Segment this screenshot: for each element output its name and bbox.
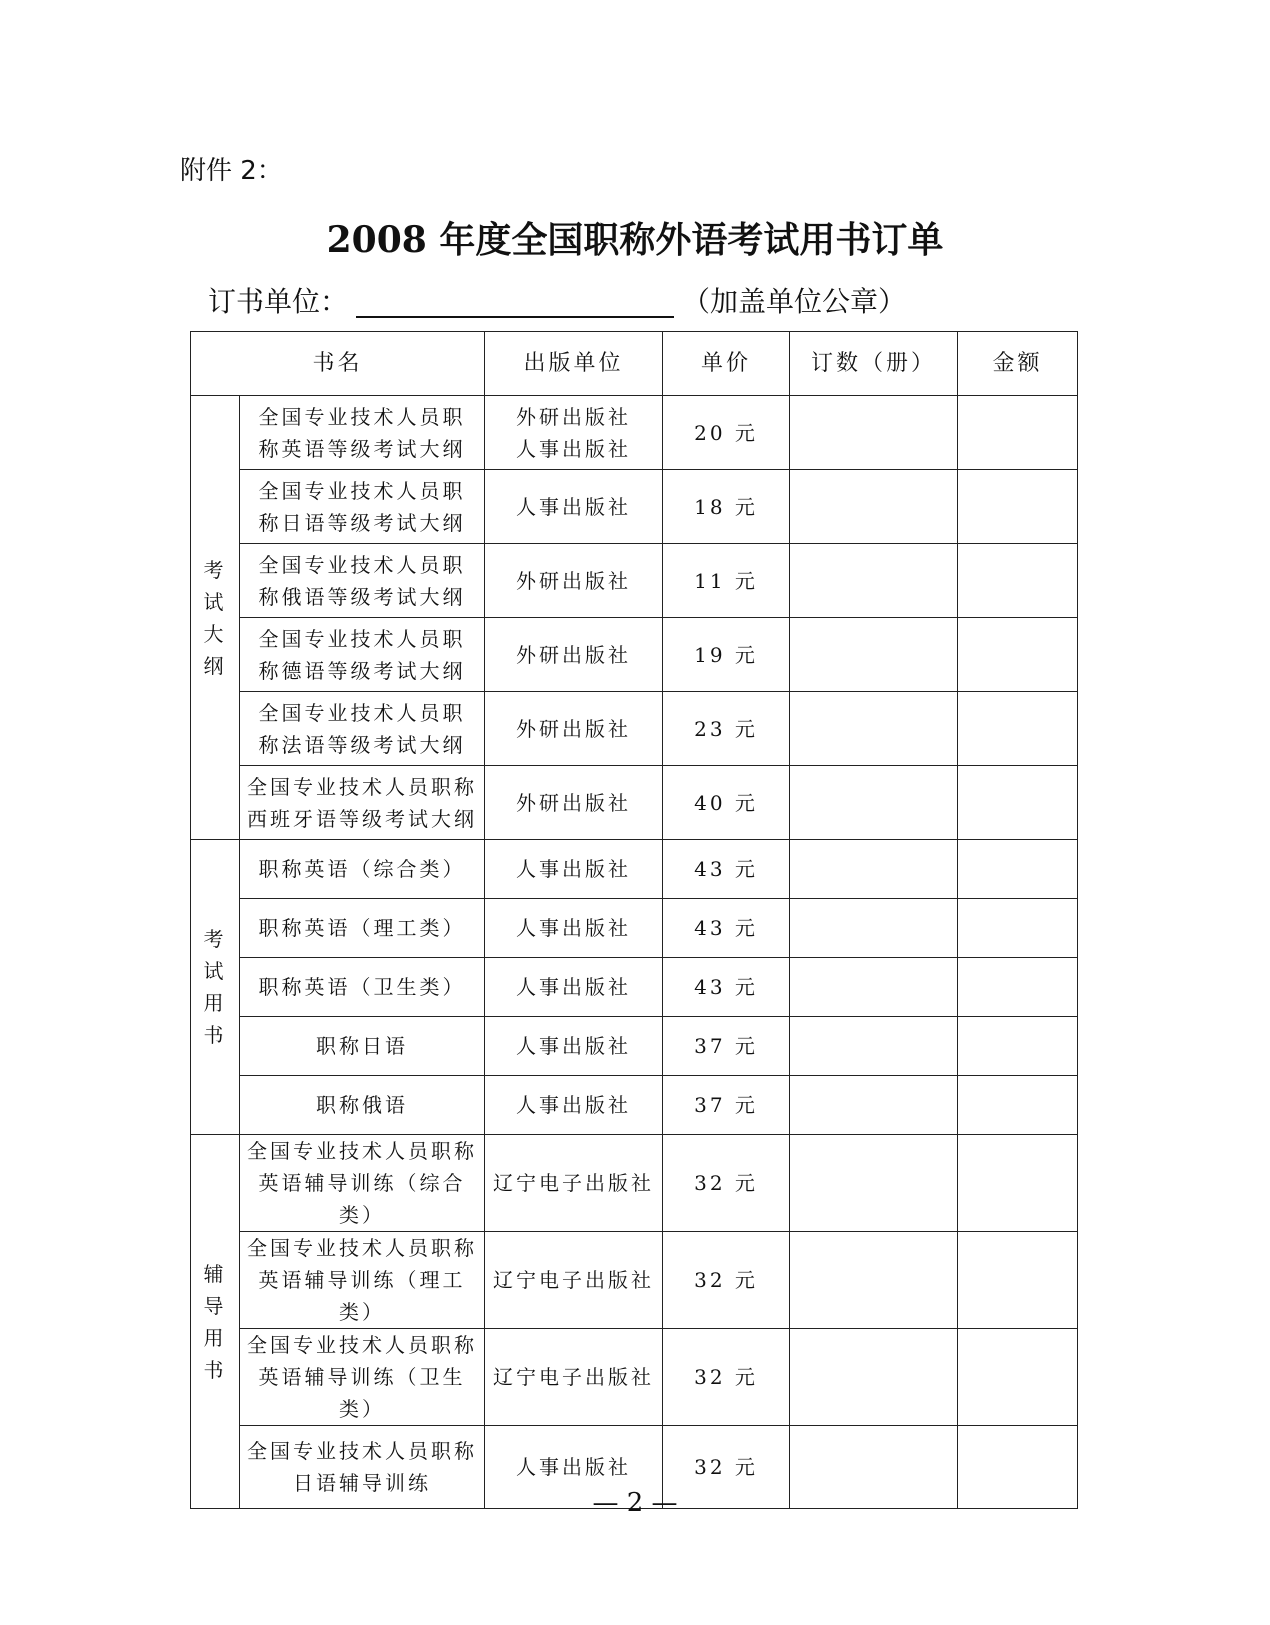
header-price: 单价 (663, 332, 790, 396)
price-cell: 32 元 (663, 1329, 790, 1426)
price-cell: 19 元 (663, 618, 790, 692)
amount-cell[interactable] (958, 618, 1078, 692)
amount-cell[interactable] (958, 470, 1078, 544)
publisher-cell: 人事出版社 (485, 899, 663, 958)
book-name-cell: 全国专业技术人员职称 英语辅导训练（综合类） (240, 1135, 485, 1232)
table-row (191, 618, 1078, 692)
price-cell: 43 元 (663, 899, 790, 958)
attachment-label: 附件 2： (180, 156, 283, 186)
amount-cell[interactable] (958, 1232, 1078, 1329)
price-cell: 43 元 (663, 840, 790, 899)
quantity-cell[interactable] (790, 1135, 958, 1232)
publisher-cell: 辽宁电子出版社 (485, 1135, 663, 1232)
price-cell: 43 元 (663, 958, 790, 1017)
book-name-cell: 全国专业技术人员职称 英语辅导训练（卫生类） (240, 1329, 485, 1426)
page-number: — 2 — (592, 1488, 678, 1518)
quantity-cell[interactable] (790, 1329, 958, 1426)
amount-cell[interactable] (958, 1329, 1078, 1426)
book-name-cell: 全国专业技术人员职称 西班牙语等级考试大纲 (240, 766, 485, 840)
category-cell: 考 试 大 纲 (191, 396, 240, 840)
header-book-name: 书名 (191, 332, 485, 396)
category-cell: 辅 导 用 书 (191, 1135, 240, 1509)
table-row (191, 840, 1078, 899)
publisher-cell: 人事出版社 (485, 1017, 663, 1076)
price-cell: 20 元 (663, 396, 790, 470)
header-publisher: 出版单位 (485, 332, 663, 396)
amount-cell[interactable] (958, 396, 1078, 470)
price-cell: 37 元 (663, 1076, 790, 1135)
order-unit-blank (356, 288, 674, 318)
quantity-cell[interactable] (790, 840, 958, 899)
publisher-cell: 外研出版社 (485, 618, 663, 692)
table-row (191, 1135, 1078, 1232)
table-row (191, 899, 1078, 958)
book-name-cell: 全国专业技术人员职 称英语等级考试大纲 (240, 396, 485, 470)
table-row (191, 692, 1078, 766)
table-row (191, 958, 1078, 1017)
order-unit-line (208, 280, 906, 320)
amount-cell[interactable] (958, 1076, 1078, 1135)
book-name-cell: 全国专业技术人员职 称法语等级考试大纲 (240, 692, 485, 766)
publisher-cell: 外研出版社 人事出版社 (485, 396, 663, 470)
amount-cell[interactable] (958, 1017, 1078, 1076)
book-name-cell: 职称英语（理工类） (240, 899, 485, 958)
quantity-cell[interactable] (790, 544, 958, 618)
quantity-cell[interactable] (790, 958, 958, 1017)
quantity-cell[interactable] (790, 1076, 958, 1135)
price-cell: 23 元 (663, 692, 790, 766)
book-name-cell: 全国专业技术人员职 称日语等级考试大纲 (240, 470, 485, 544)
amount-cell[interactable] (958, 899, 1078, 958)
amount-cell[interactable] (958, 840, 1078, 899)
price-cell: 37 元 (663, 1017, 790, 1076)
table-row (191, 396, 1078, 470)
publisher-cell: 外研出版社 (485, 692, 663, 766)
price-cell: 40 元 (663, 766, 790, 840)
quantity-cell[interactable] (790, 766, 958, 840)
order-unit-label: 订书单位： (208, 285, 349, 318)
publisher-cell: 外研出版社 (485, 766, 663, 840)
amount-cell[interactable] (958, 958, 1078, 1017)
book-name-cell: 职称英语（卫生类） (240, 958, 485, 1017)
table-row (191, 766, 1078, 840)
stamp-note: （加盖单位公章） (682, 285, 907, 318)
publisher-cell: 辽宁电子出版社 (485, 1232, 663, 1329)
book-name-cell: 职称日语 (240, 1017, 485, 1076)
table-row (191, 1232, 1078, 1329)
quantity-cell[interactable] (790, 1017, 958, 1076)
amount-cell[interactable] (958, 766, 1078, 840)
quantity-cell[interactable] (790, 396, 958, 470)
table-row (191, 1329, 1078, 1426)
category-cell: 考 试 用 书 (191, 840, 240, 1135)
document-title: 2008 年度全国职称外语考试用书订单 (326, 219, 944, 261)
book-name-cell: 全国专业技术人员职 称德语等级考试大纲 (240, 618, 485, 692)
table-row (191, 470, 1078, 544)
order-table (190, 331, 1078, 1509)
book-name-cell: 职称俄语 (240, 1076, 485, 1135)
publisher-cell: 人事出版社 (485, 840, 663, 899)
table-row (191, 1076, 1078, 1135)
amount-cell[interactable] (958, 692, 1078, 766)
publisher-cell: 人事出版社 (485, 470, 663, 544)
quantity-cell[interactable] (790, 1232, 958, 1329)
book-name-cell: 全国专业技术人员职 称俄语等级考试大纲 (240, 544, 485, 618)
price-cell: 11 元 (663, 544, 790, 618)
book-name-cell: 全国专业技术人员职称 日语辅导训练 (240, 1426, 485, 1509)
price-cell: 32 元 (663, 1426, 790, 1509)
price-cell: 32 元 (663, 1135, 790, 1232)
table-row (191, 544, 1078, 618)
amount-cell[interactable] (958, 1135, 1078, 1232)
publisher-cell: 人事出版社 (485, 958, 663, 1017)
header-amount: 金额 (958, 332, 1078, 396)
book-name-cell: 全国专业技术人员职称 英语辅导训练（理工类） (240, 1232, 485, 1329)
header-row (191, 332, 1078, 396)
publisher-cell: 外研出版社 (485, 544, 663, 618)
quantity-cell[interactable] (790, 899, 958, 958)
book-name-cell: 职称英语（综合类） (240, 840, 485, 899)
price-cell: 18 元 (663, 470, 790, 544)
header-quantity: 订数（册） (790, 332, 958, 396)
publisher-cell: 人事出版社 (485, 1076, 663, 1135)
table-row (191, 1017, 1078, 1076)
quantity-cell[interactable] (790, 618, 958, 692)
price-cell: 32 元 (663, 1232, 790, 1329)
quantity-cell[interactable] (790, 692, 958, 766)
quantity-cell[interactable] (790, 470, 958, 544)
amount-cell[interactable] (958, 544, 1078, 618)
publisher-cell: 辽宁电子出版社 (485, 1329, 663, 1426)
publisher-cell: 人事出版社 (485, 1426, 663, 1509)
